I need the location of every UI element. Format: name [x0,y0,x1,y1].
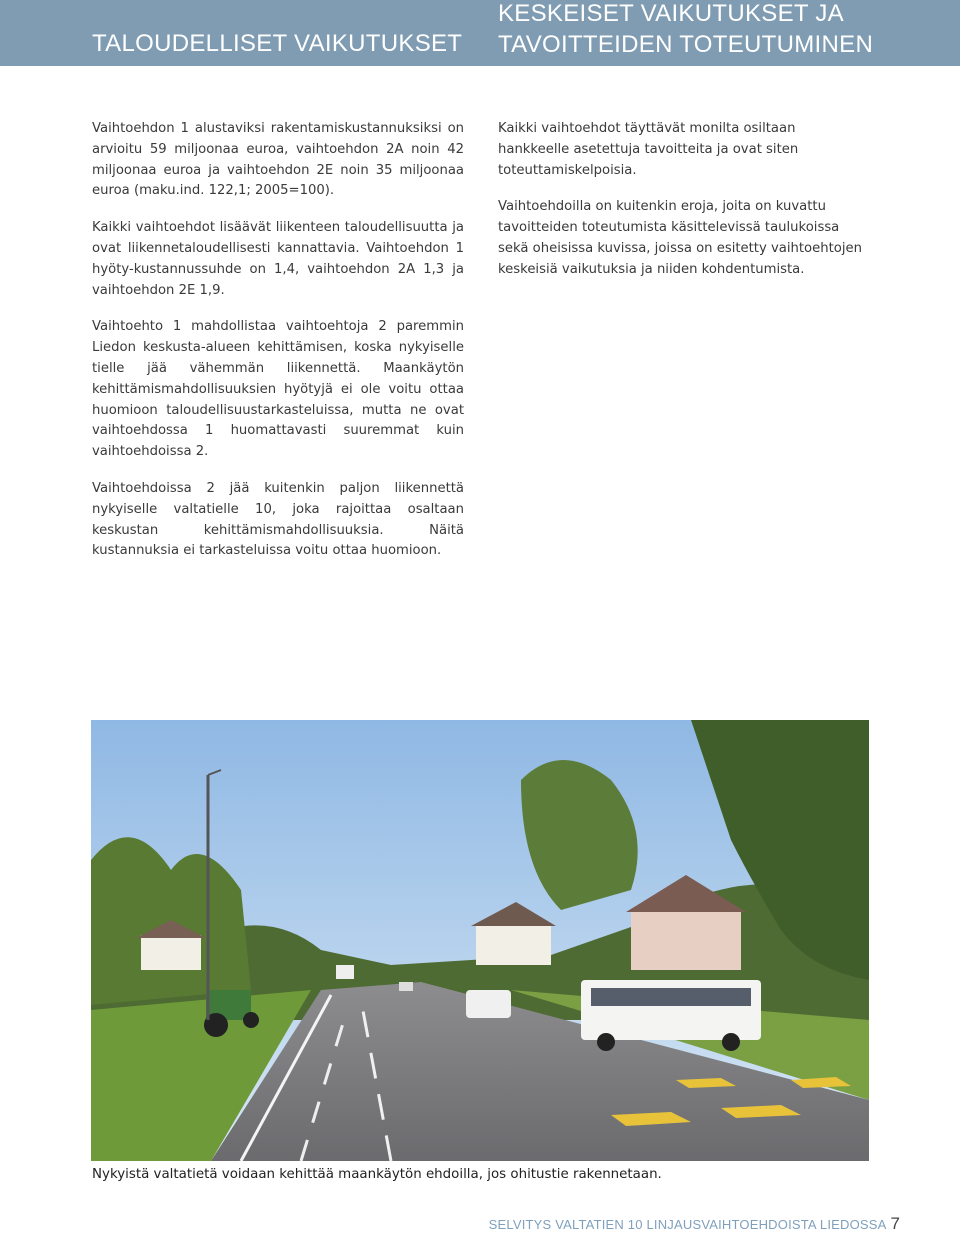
paragraph-costs: Vaihtoehdon 1 alustaviksi rakentamiskustannuksiksi on arvioitu 59 miljoonaa euroa, vaihtoehdon 2A noin 42 miljoonaa euroa ja vaihtoehdon 2E noin 35 miljoonaa euroa (maku.ind. 122,1; 2005=100). [92,121,464,199]
paragraph-profitability: Kaikki vaihtoehdot lisäävät liikenteen taloudellisuutta ja ovat liikennetaloudellisesti kannattavia. Vaihtoehdon 1 hyöty-kustannussuhde on 1,4, vaihtoehdon 2A 1,3 ja vaihtoehdon 2E 1,9. [92,220,464,298]
footer-title: SELVITYS VALTATIEN 10 LINJAUSVAIHTOEHDOISTA LIEDOSSA [488,1217,887,1232]
paragraph-traffic: Vaihtoehdoissa 2 jää kuitenkin paljon liikennettä nykyiselle valtatielle 10, joka rajoittaa osaltaan keskustan kehittämismahdollisuuksia. Näitä kustannuksia ei tarkasteluissa voitu ottaa huomioon. [92,480,464,559]
road-photo-illustration [91,720,869,1161]
paragraph-land-use: Vaihtoehto 1 mahdollistaa vaihtoehtoja 2 paremmin Liedon keskusta-alueen kehittämisen, koska nykyiselle tielle jää vähemmän liikennettä. Maankäytön kehittämismahdollisuuksien hyötyjä ei ole voitu ottaa huomioon taloudellisuustarkasteluissa, mutta ne ovat vaihtoehdossa 1 huomattavasti suuremmat kuin vaihtoehdoissa 2. [92,319,464,460]
section-title-left: TALOUDELLISET VAIKUTUKSET [92,30,463,57]
paragraph-differences: Vaihtoehdoilla on kuitenkin eroja, joita on kuvattu tavoitteiden toteutumista käsittelevissä taulukoissa sekä oheisissa kuvissa, joissa on esitetty vaihtoehtojen keskeisiä vaikutuksia ja niiden kohdentumista. [498,199,862,277]
right-text-column [498,119,870,297]
section-title-right [498,0,873,60]
section-title-right-line1: KESKEISET VAIKUTUKSET JA [498,0,844,27]
page-number: 7 [890,1214,900,1233]
paragraph-goals: Kaikki vaihtoehdot täyttävät monilta osiltaan hankkeelle asetettuja tavoitteita ja ovat siten toteuttamiskelpoisia. [498,121,799,178]
road-photo [91,720,869,1161]
page-footer [489,1214,900,1234]
photo-caption: Nykyistä valtatietä voidaan kehittää maankäytön ehdoilla, jos ohitustie rakennetaan. [92,1167,662,1182]
left-text-column [92,119,464,578]
section-title-right-line2: TAVOITTEIDEN TOTEUTUMINEN [498,31,874,58]
